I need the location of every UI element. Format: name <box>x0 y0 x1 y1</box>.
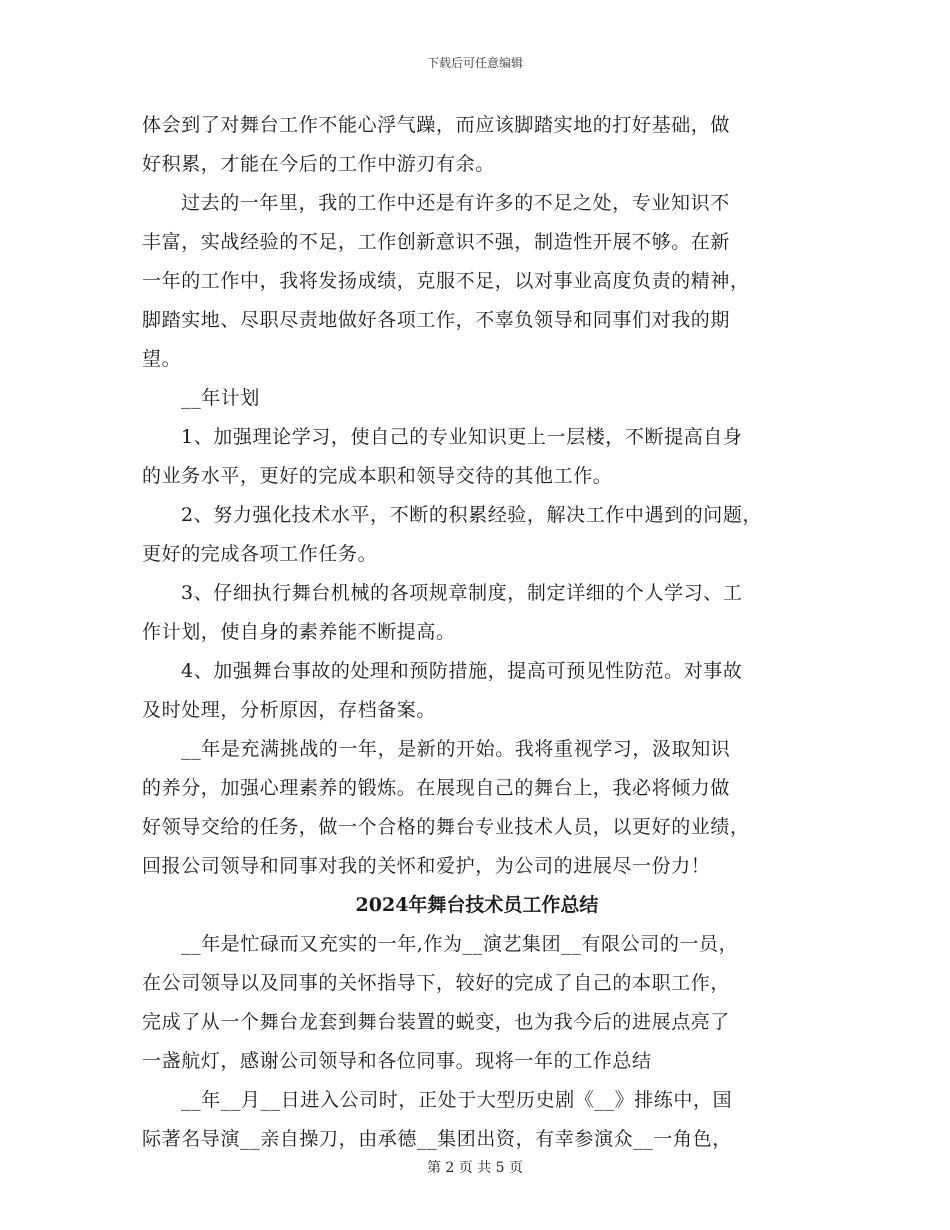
text-line: 完成了从一个舞台龙套到舞台装置的蜕变，也为我今后的进展点亮了 <box>142 1011 731 1033</box>
text-line: 望。 <box>142 348 182 370</box>
document-title: 2024年舞台技术员工作总结 <box>355 894 599 916</box>
text-line: 过去的一年里，我的工作中还是有许多的不足之处，专业知识不 <box>181 192 730 214</box>
text-line: 作计划，使自身的素养能不断提高。 <box>142 621 456 643</box>
text-line: 4、加强舞台事故的处理和预防措施，提高可预见性防范。对事故 <box>181 660 743 682</box>
text-line: __年__月__日进入公司时，正处于大型历史剧《__》排练中，国 <box>181 1089 733 1111</box>
page-header: 下载后可任意编辑 <box>426 56 523 70</box>
text-line: 1、加强理论学习，使自己的专业知识更上一层楼，不断提高自身 <box>181 426 743 448</box>
text-line: 际著名导演__亲自操刀，由承德__集团出资，有幸参演众__一角色， <box>142 1128 732 1150</box>
text-line: 一年的工作中，我将发扬成绩，克服不足，以对事业高度负责的精神， <box>142 270 750 292</box>
section-heading: __年计划 <box>181 387 261 409</box>
document-body <box>142 106 812 1159</box>
text-line: 3、仔细执行舞台机械的各项规章制度，制定详细的个人学习、工 <box>181 582 743 604</box>
text-line: 的业务水平，更好的完成本职和领导交待的其他工作。 <box>142 465 613 487</box>
text-line: 好领导交给的任务，做一个合格的舞台专业技术人员，以更好的业绩， <box>142 816 750 838</box>
text-line: 好积累，才能在今后的工作中游刃有余。 <box>142 153 495 175</box>
text-line: 一盏航灯，感谢公司领导和各位同事。现将一年的工作总结 <box>142 1050 652 1072</box>
text-line: 丰富，实战经验的不足，工作创新意识不强，制造性开展不够。在新 <box>142 231 731 253</box>
text-line: 在公司领导以及同事的关怀指导下，较好的完成了自己的本职工作， <box>142 972 731 994</box>
text-line: __年是充满挑战的一年，是新的开始。我将重视学习，汲取知识 <box>181 738 731 760</box>
text-line: 及时处理，分析原因，存档备案。 <box>142 699 437 721</box>
text-line: 体会到了对舞台工作不能心浮气躁，而应该脚踏实地的打好基础，做 <box>142 114 731 136</box>
page-footer: 第 2 页 共 5 页 <box>426 1160 524 1176</box>
text-line: __年是忙碌而又充实的一年,作为__演艺集团__有限公司的一员， <box>181 933 739 955</box>
text-line: 脚踏实地、尽职尽责地做好各项工作，不辜负领导和同事们对我的期 <box>142 309 731 331</box>
text-line: 回报公司领导和同事对我的关怀和爱护，为公司的进展尽一份力！ <box>142 855 711 877</box>
text-line: 更好的完成各项工作任务。 <box>142 543 378 565</box>
text-line: 2、努力强化技术水平，不断的积累经验，解决工作中遇到的问题， <box>181 504 763 526</box>
text-line: 的养分，加强心理素养的锻炼。在展现自己的舞台上，我必将倾力做 <box>142 777 731 799</box>
